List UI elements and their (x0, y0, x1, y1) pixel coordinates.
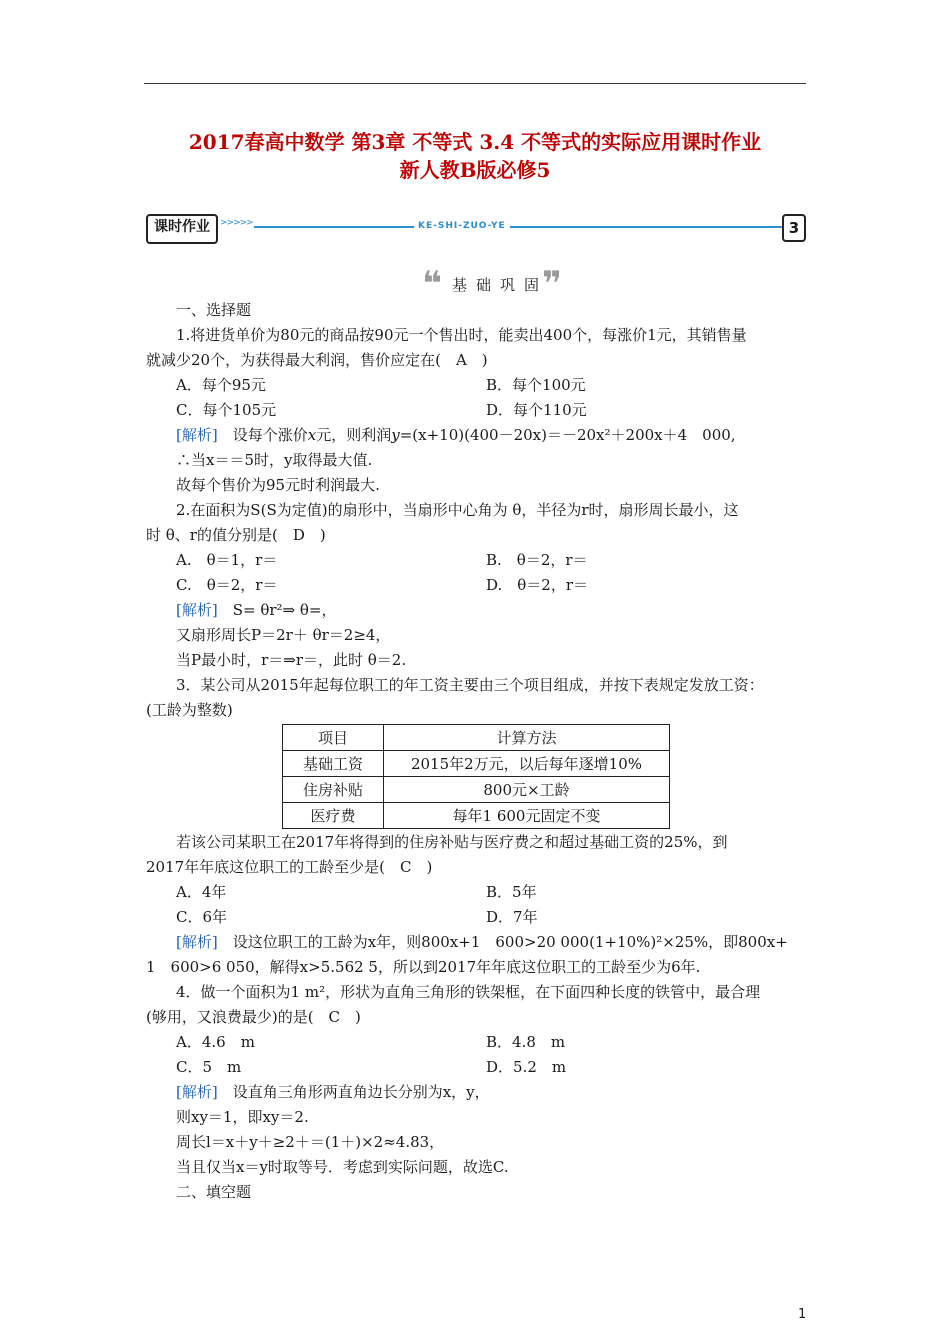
banner-pinyin: KE-SHI-ZUO-YE (414, 221, 510, 231)
q2-option-b: B. θ＝2，r＝ (486, 551, 588, 569)
q4-stem-2: (够用，又浪费最少)的是( C ) (146, 1008, 361, 1026)
q4-options-cd (146, 1055, 810, 1080)
table-cell: 住房补贴 (283, 777, 384, 803)
q1-option-a: A．每个95元 (176, 376, 266, 394)
q4-option-a: A．4.6 m (176, 1033, 255, 1051)
q3-stem-3: 若该公司某职工在2017年将得到的住房补贴与医疗费之和超过基础工资的25%，到 (176, 833, 728, 851)
q1-sol-formula: =(x+10)(400－20x)＝－20x²＋200x＋4 000, (399, 426, 736, 444)
table-header-cell: 计算方法 (384, 725, 670, 751)
table-row (283, 751, 670, 777)
document-body (146, 298, 810, 1205)
q4-option-b: B．4.8 m (486, 1033, 566, 1051)
q3-option-d: D．7年 (486, 908, 538, 926)
q3-solution-tag: [解析] (176, 933, 218, 951)
q1-option-c: C．每个105元 (176, 401, 277, 419)
q2-option-d: D. θ＝2，r＝ (486, 576, 589, 594)
part1-heading: 一、选择题 (176, 301, 252, 319)
q4-options-ab (146, 1030, 810, 1055)
table-header-row (283, 725, 670, 751)
salary-table (282, 724, 670, 829)
q2-options-ab (146, 548, 810, 573)
q3-stem-2: (工龄为整数) (146, 701, 233, 719)
section-label: 基础巩固 (452, 276, 549, 294)
page-number: 1 (798, 1307, 807, 1322)
table-cell: 基础工资 (283, 751, 384, 777)
q3-option-b: B．5年 (486, 883, 537, 901)
q3-solution-2: 1 600>6 050，解得x>5.562 5，所以到2017年年底这位职工的工龄至少为6年. (146, 958, 701, 976)
q2-options-cd (146, 573, 810, 598)
section-heading (422, 264, 562, 304)
part2-heading: 二、填空题 (176, 1183, 252, 1201)
q1-sol-mid: 元，则利润 (316, 426, 392, 444)
q3-option-c: C．6年 (176, 908, 228, 926)
q4-solution-4: 当且仅当x＝y时取等号．考虑到实际问题，故选C. (176, 1158, 509, 1176)
q3-sol-1: 设这位职工的工龄为x年，则800x+1 600>20 000(1+10%)²×25%，即800x+ (217, 933, 788, 951)
q2-solution-2: 又扇形周长P＝2r＋ θr＝2≥4， (176, 626, 391, 644)
q2-stem-1: 2.在面积为S(S为定值)的扇形中，当扇形中心角为 θ，半径为r时，扇形周长最小，这 (176, 501, 739, 519)
table-header-cell: 项目 (283, 725, 384, 751)
q1-sol-var: x (307, 426, 317, 444)
q3-options-ab (146, 880, 810, 905)
close-quote-icon: ❞ (542, 264, 562, 304)
q1-stem-2: 就减少20个，为获得最大利润，售价应定在( A ) (146, 351, 488, 369)
q2-sol-1: S= θr²⇒ θ=， (217, 601, 337, 619)
q4-solution-tag: [解析] (176, 1083, 218, 1101)
q1-solution-3: 故每个售价为95元时利润最大. (176, 476, 380, 494)
q4-sol-1: 设直角三角形两直角边长分别为x，y， (217, 1083, 490, 1101)
banner-arrows: >>>>> (220, 218, 253, 228)
banner-label: 课时作业 (146, 214, 218, 244)
q1-solution-2: ∴当x＝＝5时，y取得最大值. (176, 451, 373, 469)
q1-solution-tag: [解析] (176, 426, 218, 444)
table-cell: 医疗费 (283, 803, 384, 829)
banner-line (254, 226, 784, 253)
q4-solution-2: 则xy＝1，即xy＝2. (176, 1108, 309, 1126)
q2-stem-2: 时 θ、r的值分别是( D ) (146, 526, 326, 544)
q2-solution-3: 当P最小时，r＝⇒r＝，此时 θ＝2. (176, 651, 407, 669)
q3-stem-4: 2017年年底这位职工的工龄至少是( C ) (146, 858, 433, 876)
q2-solution-1 (146, 598, 810, 623)
q2-solution-tag: [解析] (176, 601, 218, 619)
top-rule (144, 83, 806, 84)
table-cell: 每年1 600元固定不变 (384, 803, 670, 829)
table-cell: 800元×工龄 (384, 777, 670, 803)
table-cell: 2015年2万元，以后每年逐增10% (384, 751, 670, 777)
q4-option-d: D．5.2 m (486, 1058, 567, 1076)
banner-number: 3 (782, 214, 806, 242)
q1-solution-1: [解析] 设每个涨价x元，则利润y=(x+10)(400－20x)＝－20x²＋200x＋4 000, (176, 426, 736, 444)
q1-options-cd (146, 398, 810, 423)
doc-title-line1: 2017春高中数学 第3章 不等式 3.4 不等式的实际应用课时作业 (188, 130, 762, 154)
q3-options-cd (146, 905, 810, 930)
q1-option-b: B．每个100元 (486, 376, 586, 394)
q3-option-a: A．4年 (176, 883, 227, 901)
q2-option-c: C. θ＝2，r＝ (176, 576, 278, 594)
q4-solution-3: 周长l＝x＋y＋≥2＋＝(1＋)×2≈4.83， (176, 1133, 445, 1151)
q1-options-ab (146, 373, 810, 398)
table-row (283, 777, 670, 803)
q4-stem-1: 4．做一个面积为1 m²，形状为直角三角形的铁架框，在下面四种长度的铁管中，最合理 (176, 983, 761, 1001)
open-quote-icon: ❝ (422, 264, 442, 304)
q2-option-a: A. θ＝1，r＝ (176, 551, 278, 569)
table-row (283, 803, 670, 829)
q1-option-d: D．每个110元 (486, 401, 587, 419)
q1-stem-1: 1.将进货单价为80元的商品按90元一个售出时，能卖出400个，每涨价1元，其销售量 (176, 326, 747, 344)
q3-solution-1 (146, 930, 810, 955)
q4-solution-1 (146, 1080, 810, 1105)
q4-option-c: C．5 m (176, 1058, 242, 1076)
homework-banner (146, 212, 806, 242)
doc-title-line2: 新人教B版必修5 (399, 158, 551, 182)
q3-stem-1: 3．某公司从2015年起每位职工的年工资主要由三个项目组成，并按下表规定发放工资： (176, 676, 764, 694)
q1-sol-pre: 设每个涨价 (217, 426, 308, 444)
